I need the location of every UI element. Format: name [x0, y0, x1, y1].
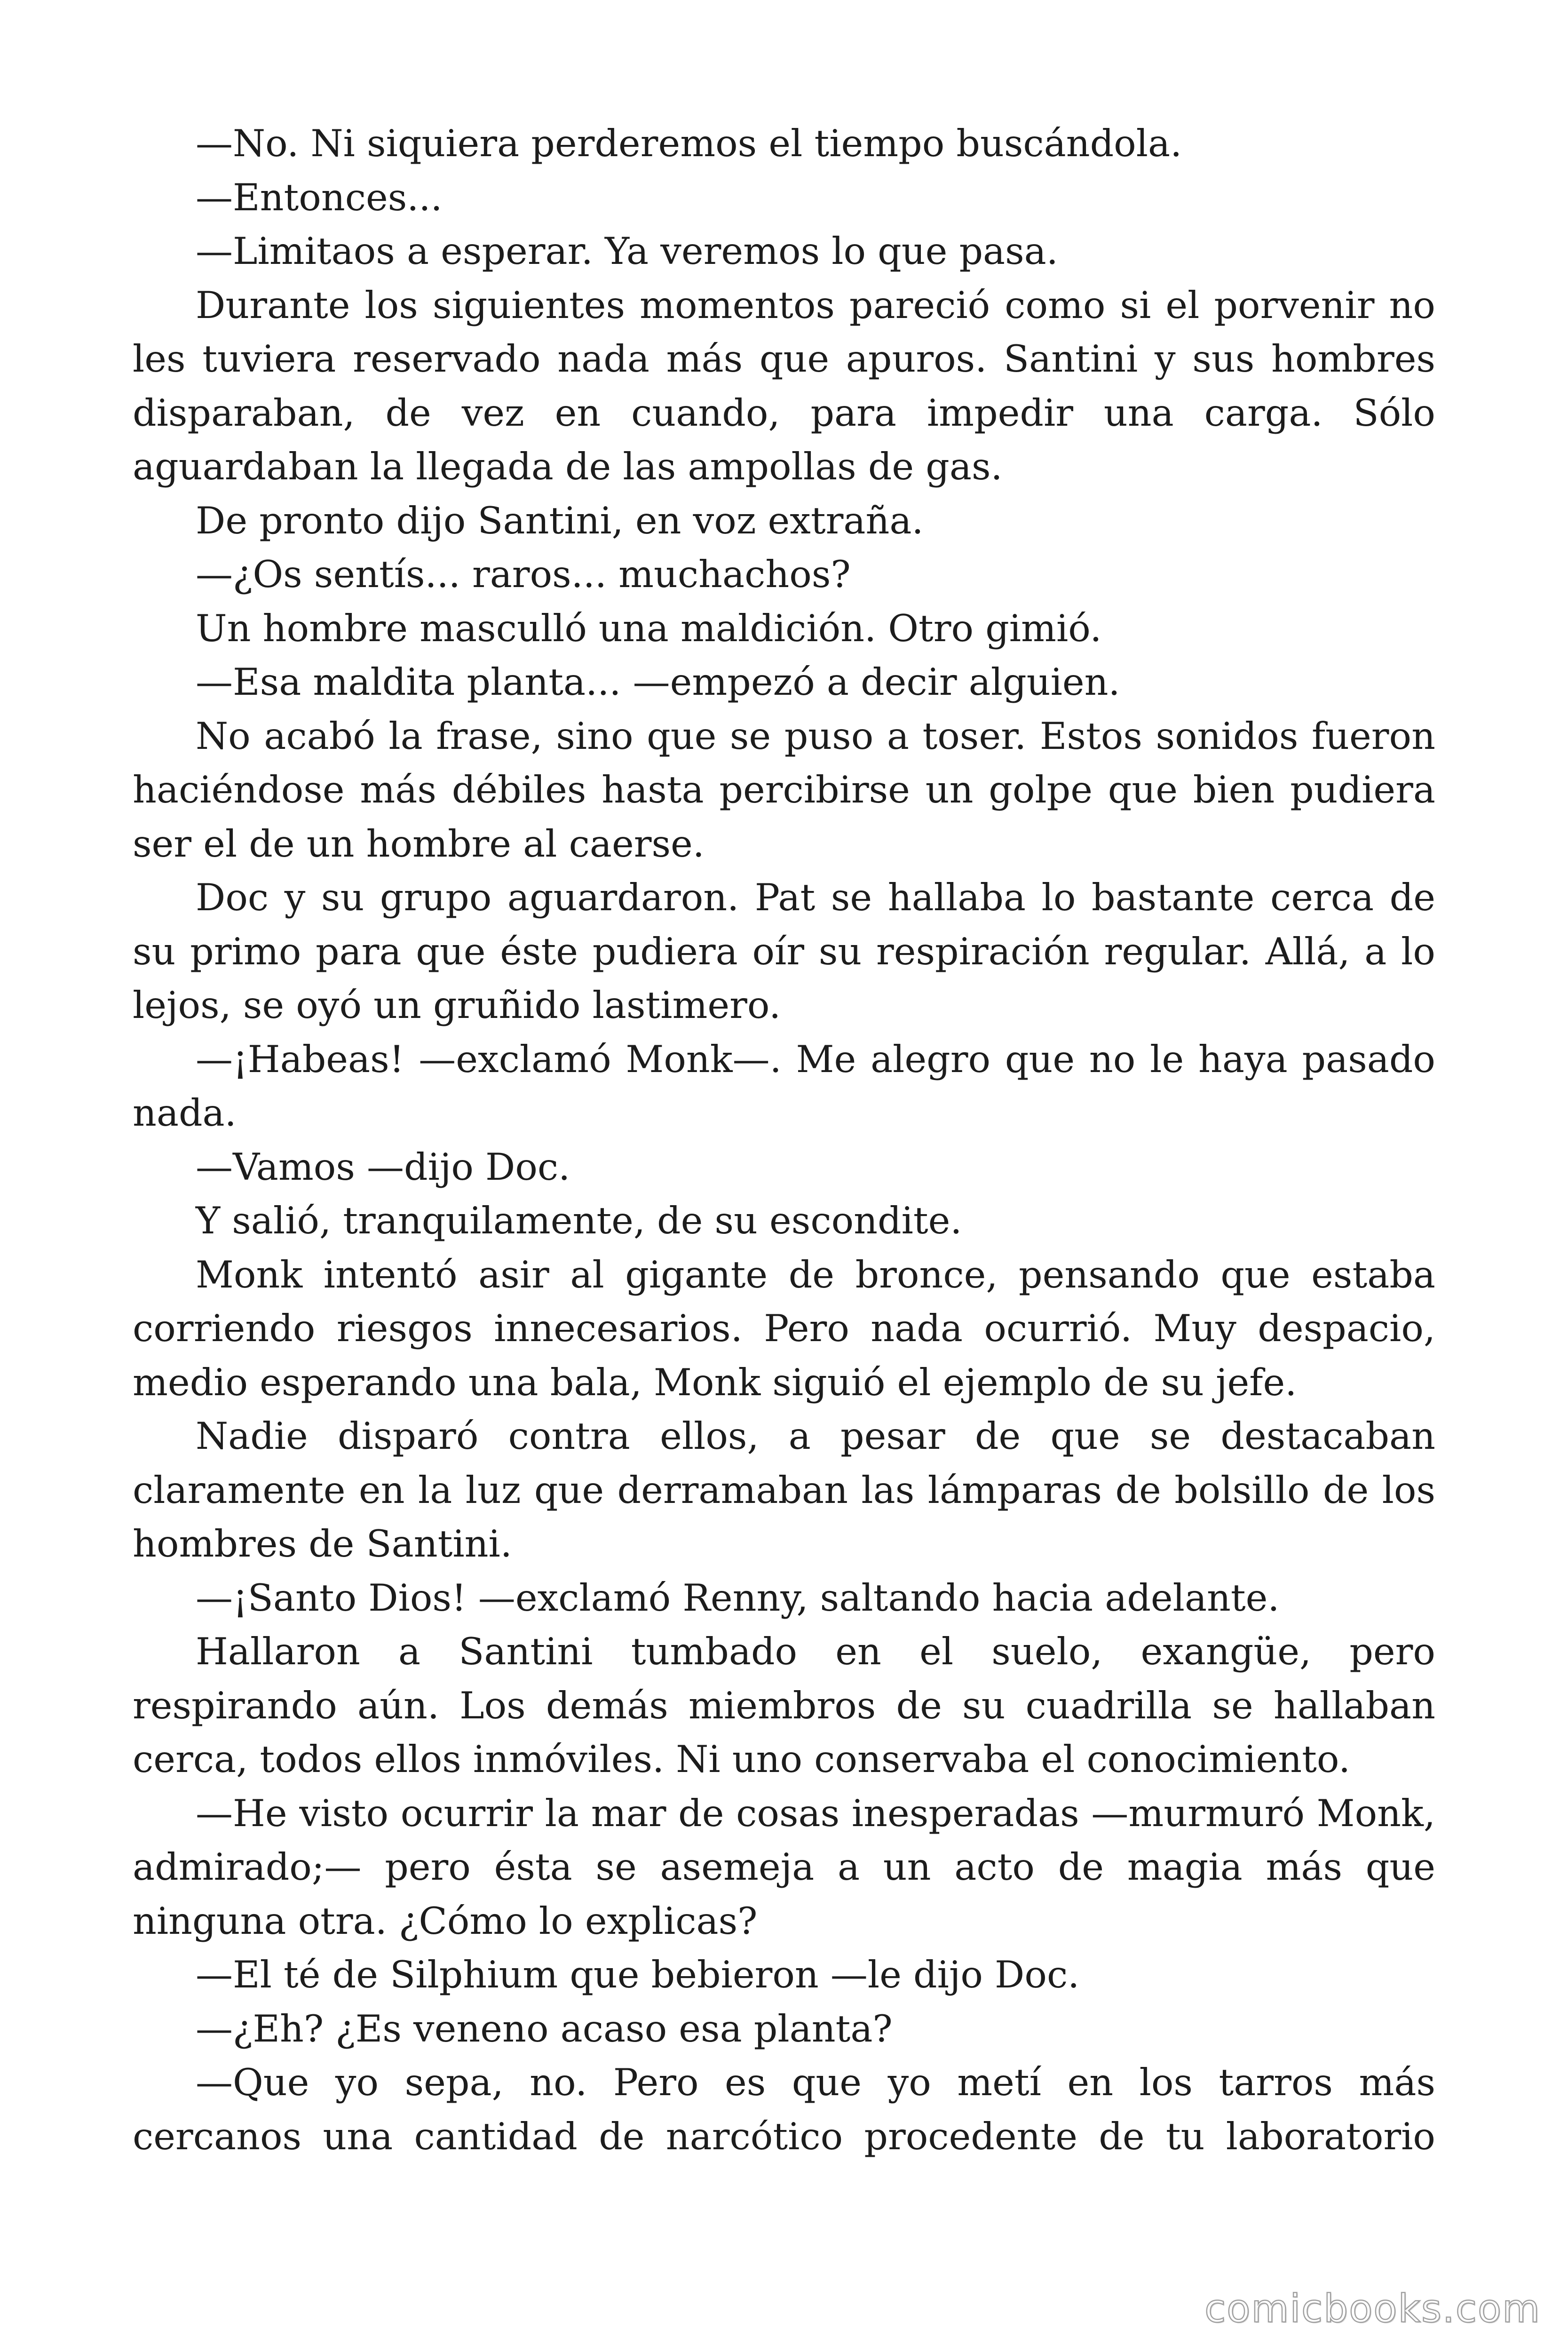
paragraph: —Vamos —dijo Doc. — [196, 1145, 570, 1189]
paragraph: —¿Eh? ¿Es veneno acaso esa planta? — [196, 2007, 893, 2050]
paragraph: Durante los siguientes momentos pareció como si el porvenir no les tuviera reservado nada más que apuros. Santini y sus hombres disparaban, de vez en cuando, para impedir una carga. Sólo aguardaban la llegada de las ampollas de gas. — [133, 283, 1435, 488]
paragraph: Doc y su grupo aguardaron. Pat se hallaba lo bastante cerca de su primo para que éste pudiera oír su respiración regular. Allá, a lo lejos, se oyó un gruñido lastimero. — [133, 876, 1435, 1027]
paragraph: Y salió, tranquilamente, de su escondite. — [196, 1199, 962, 1242]
paragraph: —He visto ocurrir la mar de cosas inesperadas —murmuró Monk, admirado;— pero ésta se asemeja a un acto de magia más que ninguna otra. ¿Cómo lo explicas? — [133, 1791, 1435, 1943]
paragraph: Un hombre masculló una maldición. Otro gimió. — [196, 606, 1102, 650]
paragraph: —Esa maldita planta... —empezó a decir alguien. — [196, 660, 1120, 704]
paragraph: De pronto dijo Santini, en voz extraña. — [196, 499, 924, 542]
paragraph: —¡Habeas! —exclamó Monk—. Me alegro que no le haya pasado nada. — [133, 1037, 1435, 1135]
paragraph: No acabó la frase, sino que se puso a toser. Estos sonidos fueron haciéndose más débiles hasta percibirse un golpe que bien pudiera ser el de un hombre al caerse. — [133, 714, 1435, 866]
paragraph: —¡Santo Dios! —exclamó Renny, saltando hacia adelante. — [196, 1576, 1280, 1620]
paragraph: Nadie disparó contra ellos, a pesar de que se destacaban claramente en la luz que derramaban las lámparas de bolsillo de los hombres de Santini. — [133, 1414, 1435, 1565]
paragraph: —Entonces... — [196, 175, 443, 219]
text-column — [133, 117, 1435, 2163]
paragraph: —Limitaos a esperar. Ya veremos lo que pasa. — [196, 230, 1058, 273]
paragraph: —No. Ni siquiera perderemos el tiempo buscándola. — [196, 122, 1182, 165]
paragraph: —El té de Silphium que bebieron —le dijo Doc. — [196, 1953, 1080, 1996]
paragraph: —¿Os sentís... raros... muchachos? — [196, 553, 851, 596]
watermark: comicbooks.com — [1204, 2287, 1541, 2331]
paragraph: Hallaron a Santini tumbado en el suelo, exangüe, pero respirando aún. Los demás miembros de su cuadrilla se hallaban cerca, todos ellos inmóviles. Ni uno conservaba el conocimiento. — [133, 1630, 1435, 1781]
paragraph: —Que yo sepa, no. Pero es que yo metí en los tarros más cercanos una cantidad de narcótico procedente de tu laboratorio — [133, 2061, 1435, 2158]
paragraph: Monk intentó asir al gigante de bronce, pensando que estaba corriendo riesgos innecesarios. Pero nada ocurrió. Muy despacio, medio esperando una bala, Monk siguió el ejemplo de su jefe. — [133, 1253, 1435, 1404]
